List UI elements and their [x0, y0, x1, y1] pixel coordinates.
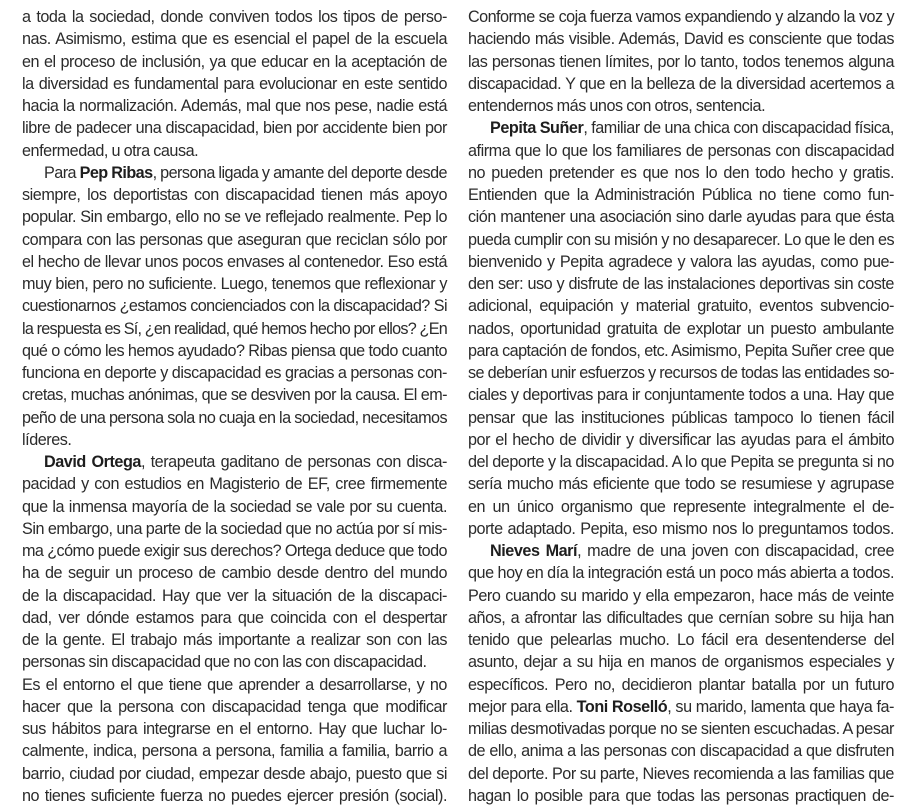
line-text: funciona en deporte y discapacidad es gracias a personas con-: [22, 364, 447, 382]
text-line: [22, 73, 447, 95]
line-text: , su marido, lamenta que haya fa-: [667, 697, 894, 716]
text-line: [468, 540, 894, 562]
text-line: [22, 28, 447, 50]
paragraph-continuation-society: [22, 6, 447, 162]
text-line: [22, 585, 447, 607]
text-line: [468, 629, 894, 651]
line-text: de ello, anima a las personas con discapacidad a que disfruten: [468, 742, 894, 761]
text-line: [468, 162, 894, 184]
line-text: pacidad y con estudios en Magisterio de EF, cree firmemente: [22, 475, 447, 494]
line-text: den ser: uso y disfrute de las instalaciones deportivas sin coste: [468, 275, 894, 293]
line-text: peño de una persona sola no cuaja en la sociedad, necesitamos: [22, 408, 447, 427]
text-line: [22, 384, 447, 406]
text-line: [468, 407, 894, 429]
line-text: entendernos más unos con otros, sentencia.: [468, 97, 766, 115]
paragraph-pep-ribas: [22, 162, 447, 451]
line-text: asunto, dejar a su hija en manos de organismos especiales y: [468, 653, 894, 672]
line-text: mejor para ella.: [468, 697, 577, 716]
text-line: [22, 6, 447, 28]
paragraph-pepita-suner: [468, 117, 894, 540]
left-column: [22, 6, 447, 807]
line-text: sus hábitos para integrarse en el entorno. Hay que luchar lo-: [22, 720, 447, 738]
text-line: [22, 451, 447, 473]
line-text: por el hecho de dividir y diversificar las ayudas para el ámbito: [468, 430, 894, 449]
text-line: [22, 674, 447, 696]
text-line: [468, 206, 894, 228]
lead-text: Para: [44, 163, 80, 182]
text-line: [22, 740, 447, 762]
line-text: que la inmensa mayoría de la sociedad se vale por su cuenta.: [22, 497, 447, 516]
line-text: se deberían unir esfuerzos y recursos de todas las entidades so-: [468, 364, 894, 382]
text-line: [468, 429, 894, 451]
line-text: líderes.: [22, 430, 72, 449]
line-text: de la discapacidad. Hay que ver la situación de la discapaci-: [22, 586, 447, 605]
person-name: Nieves Marí: [490, 542, 578, 560]
text-line: [468, 295, 894, 317]
line-text: hacer que la persona con discapacidad tenga que modificar: [22, 697, 447, 716]
line-text: años, a afrontar las dificultades que cernían sobre su hija han: [468, 608, 894, 627]
line-text: nas. Asimismo, estima que es esencial el papel de la escuela: [22, 30, 447, 49]
line-text: ción mantener una asociación sino darle ayudas para que ésta: [468, 208, 894, 227]
right-column: [468, 6, 894, 807]
text-line: [468, 674, 894, 696]
line-text: en el proceso de inclusión, ya que educar en la aceptación de: [22, 52, 447, 71]
text-line: [22, 651, 447, 673]
line-text: ma ¿cómo puede exigir sus derechos? Ortega deduce que todo: [22, 542, 447, 560]
text-line: [22, 407, 447, 429]
text-line: [468, 518, 894, 540]
text-line: [468, 73, 894, 95]
lead-text: , persona ligada y amante del deporte desde: [152, 163, 447, 182]
paragraph-entorno: [22, 674, 447, 808]
line-text: enfermedad, u otra causa.: [22, 141, 199, 160]
line-text: la diversidad es fundamental para evolucionar en este sentido: [22, 74, 447, 93]
text-line: [468, 473, 894, 495]
line-text: cuestionarnos ¿estamos concienciados con la discapacidad? Si: [22, 297, 447, 316]
text-line: [468, 384, 894, 406]
line-text: bienvenido y Pepita agradece y valora las ayudas, como pue-: [468, 252, 894, 271]
text-line: [22, 518, 447, 540]
text-line: [22, 562, 447, 584]
person-name: Pep Ribas: [79, 163, 153, 182]
line-text: Pero cuando su marido y ella empezaron, hace más de veinte: [468, 586, 894, 605]
line-text: la respuesta es Sí, ¿en realidad, qué hemos hecho por ellos? ¿En: [22, 319, 447, 338]
line-text: no tienes suficiente fuerza no puedes ejercer presión (social).: [22, 786, 447, 805]
line-text: Sin embargo, una parte de la sociedad que no actúa por sí mis-: [22, 519, 447, 538]
line-text: de la gente. El trabajo más importante a realizar son con las: [22, 631, 447, 649]
text-line: [468, 28, 894, 50]
text-line: [22, 496, 447, 518]
line-text: en un único organismo que represente integralmente el de-: [468, 497, 894, 516]
line-text: hagan lo posible para que todas las personas practiquen de-: [468, 786, 894, 805]
text-line: [22, 95, 447, 117]
text-line: [468, 718, 894, 740]
lead-text: , madre de una joven con discapacidad, cree: [577, 542, 895, 560]
line-text: porte adaptado. Pepita, eso mismo nos lo preguntamos todos.: [468, 519, 894, 538]
text-line: [468, 607, 894, 629]
text-line: [468, 229, 894, 251]
text-line: [22, 162, 447, 184]
text-line: [468, 51, 894, 73]
line-text: Conforme se coja fuerza vamos expandiendo y alzando la voz y: [468, 8, 894, 26]
text-line: [468, 763, 894, 785]
text-line: [22, 362, 447, 384]
line-text: Es el entorno el que tiene que aprender a desarrollarse, y no: [22, 675, 447, 694]
line-text: el hecho de llevar unos pocos envases al contenedor. Eso está: [22, 252, 447, 271]
line-text: cretas, muchas anónimas, que se desviven por la causa. El em-: [22, 386, 447, 405]
line-text: haciendo más visible. Además, David es consciente que todas: [468, 30, 894, 49]
line-text: que hoy en día la integración está un poco más abierta a todos.: [468, 564, 894, 583]
line-text: Entienden que la Administración Pública no tiene como fun-: [468, 186, 894, 204]
line-text: barrio, ciudad por ciudad, empezar desde abajo, puesto que si: [22, 764, 447, 783]
text-line: [22, 696, 447, 718]
text-line: [22, 251, 447, 273]
text-line: [22, 184, 447, 206]
line-text: del deporte y la discapacidad. A lo que Pepita se pregunta si no: [468, 453, 894, 471]
line-text: calmente, indica, persona a persona, familia a familia, barrio a: [22, 742, 447, 761]
line-text: a toda la sociedad, donde conviven todos los tipos de perso-: [22, 8, 447, 26]
text-line: [22, 51, 447, 73]
text-line: [468, 273, 894, 295]
text-line: [22, 473, 447, 495]
text-line: [22, 273, 447, 295]
text-line: [468, 95, 894, 117]
text-line: [22, 117, 447, 139]
line-text: muy bien, pero no suficiente. Luego, tenemos que reflexionar y: [22, 275, 447, 293]
line-text: dad, ver dónde estamos para que coincida con el despertar: [22, 608, 447, 627]
text-line: [22, 763, 447, 785]
line-text: sería mucho más eficiente que todo se resumiese y agrupase: [468, 475, 894, 494]
text-line: [468, 496, 894, 518]
text-line: [468, 785, 894, 807]
lead-text: , familiar de una chica con discapacidad física,: [583, 119, 894, 138]
text-line: [468, 740, 894, 762]
text-line: [468, 117, 894, 139]
text-line: [468, 340, 894, 362]
text-line: [468, 362, 894, 384]
person-name: Pepita Suñer: [490, 119, 584, 138]
text-line: [22, 540, 447, 562]
text-line: [468, 651, 894, 673]
text-line: [22, 295, 447, 317]
paragraph-david-ortega: [22, 451, 447, 674]
line-text: adicional, equipación y material gratuito, eventos subvencio-: [468, 297, 894, 316]
line-text: pensar que las instituciones públicas tampoco lo tienen fácil: [468, 408, 894, 427]
text-line: [468, 562, 894, 584]
line-text: no pueden pretender es que nos lo den todo hecho y gratis.: [468, 163, 894, 182]
line-text: las personas tienen límites, por lo tanto, todos tenemos alguna: [468, 52, 894, 71]
line-text: qué o cómo les hemos ayudado? Ribas piensa que todo cuanto: [22, 341, 447, 360]
line-text: tenido que pelearlas mucho. Lo fácil era desentenderse del: [468, 631, 894, 649]
person-name: David Ortega: [44, 453, 141, 471]
line-text: afirma que lo que los familiares de personas con discapacidad: [468, 141, 894, 160]
text-line: [22, 318, 447, 340]
lead-text: , terapeuta gaditano de personas con disca-: [140, 453, 447, 471]
text-line: [468, 696, 894, 718]
text-line: [468, 6, 894, 28]
line-text: siempre, los deportistas con discapacidad tienen más apoyo: [22, 186, 447, 204]
text-line: [468, 451, 894, 473]
text-line: [468, 251, 894, 273]
paragraph-nieves-mari: [468, 540, 894, 807]
line-text: popular. Sin embargo, ello no se ve reflejado realmente. Pep lo: [22, 208, 447, 227]
line-text: para captación de fondos, etc. Asimismo, Pepita Suñer cree que: [468, 341, 894, 360]
text-line: [468, 184, 894, 206]
text-line: [22, 718, 447, 740]
line-text: del deporte. Por su parte, Nieves recomienda a las familias que: [468, 764, 894, 783]
text-line: [468, 140, 894, 162]
text-line: [22, 607, 447, 629]
line-text: hacia la normalización. Además, mal que nos pese, nadie está: [22, 97, 447, 115]
text-line: [22, 429, 447, 451]
line-text: personas sin discapacidad que no con las con discapacidad.: [22, 653, 427, 672]
line-text: ciales y deportivas para ir conjuntamente todos a una. Hay que: [468, 386, 894, 405]
text-line: [468, 585, 894, 607]
line-text: ha de seguir un proceso de cambio desde dentro del mundo: [22, 564, 447, 583]
line-text: específicos. Pero no, decidieron plantar batalla por un futuro: [468, 675, 894, 694]
text-line: [22, 206, 447, 228]
line-text: milias desmotivadas porque no se sienten escuchadas. A pesar: [468, 720, 894, 738]
line-text: nados, oportunidad gratuita de explotar un puesto ambulante: [468, 319, 894, 338]
text-line: [22, 140, 447, 162]
line-text: pueda cumplir con su misión y no desaparecer. Lo que le den es: [468, 230, 894, 249]
line-text: libre de padecer una discapacidad, bien por accidente bien por: [22, 119, 447, 138]
text-line: [22, 785, 447, 807]
text-line: [22, 629, 447, 651]
line-text: discapacidad. Y que en la belleza de la diversidad acertemos a: [468, 74, 894, 93]
paragraph-conforme: [468, 6, 894, 117]
line-text: compara con las personas que aseguran que reciclan sólo por: [22, 230, 447, 249]
text-line: [22, 340, 447, 362]
text-line: [468, 318, 894, 340]
text-line: [22, 229, 447, 251]
person-name: Toni Roselló: [576, 697, 668, 716]
